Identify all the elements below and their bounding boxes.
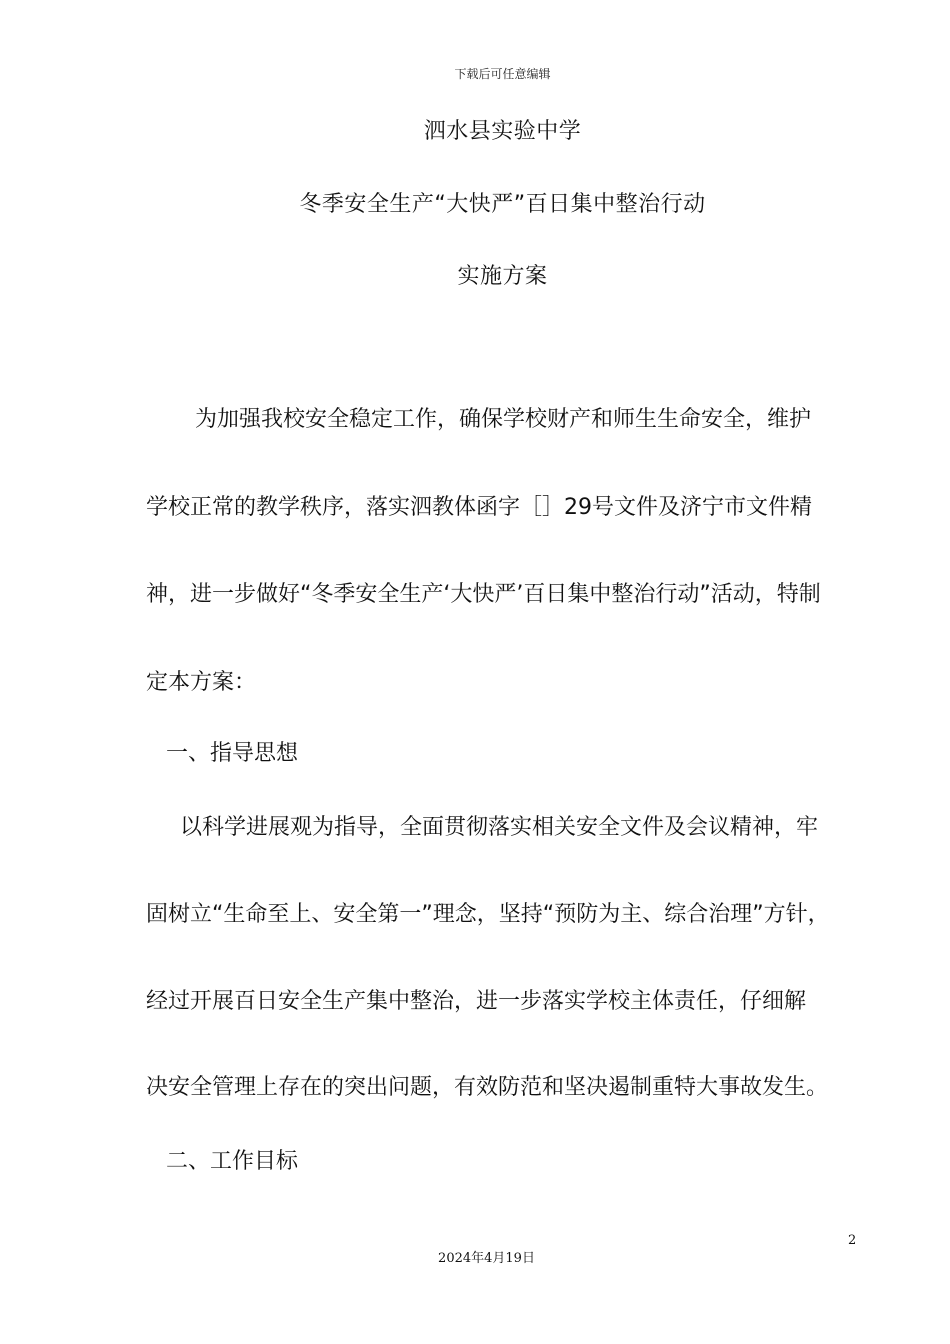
school-name-title: 泗水县实验中学: [423, 119, 582, 144]
section-heading-guiding-ideology: 一、指导思想: [166, 741, 299, 766]
section1-line-4: 决安全管理上存在的突出问题，有效防范和坚决遏制重特大事故发生。: [146, 1075, 829, 1100]
intro-line-3: 神，进一步做好“冬季安全生产‘大快严’百日集中整治行动”活动，特制: [146, 582, 821, 607]
section-heading-work-goals: 二、工作目标: [166, 1149, 299, 1174]
intro-line-1: 为加强我校安全稳定工作，确保学校财产和师生生命安全，维护: [195, 407, 812, 432]
intro-line-4: 定本方案：: [146, 670, 257, 695]
plan-title: 实施方案: [457, 264, 548, 289]
page-number: 2: [848, 1233, 857, 1248]
section1-line-3: 经过开展百日安全生产集中整治，进一步落实学校主体责任，仔细解: [146, 989, 807, 1014]
campaign-title: 冬季安全生产“大快严”百日集中整治行动: [299, 192, 706, 217]
section1-line-2: 固树立“生命至上、安全第一”理念，坚持“预防为主、综合治理”方针，: [146, 902, 830, 927]
header-note: 下载后可任意编辑: [454, 67, 551, 81]
footer-date: 2024年4月19日: [438, 1251, 535, 1266]
intro-line-2: 学校正常的教学秩序，落实泗教体函字［］29号文件及济宁市文件精: [146, 495, 812, 520]
section1-line-1: 以科学进展观为指导，全面贯彻落实相关安全文件及会议精神，牢: [180, 815, 819, 840]
